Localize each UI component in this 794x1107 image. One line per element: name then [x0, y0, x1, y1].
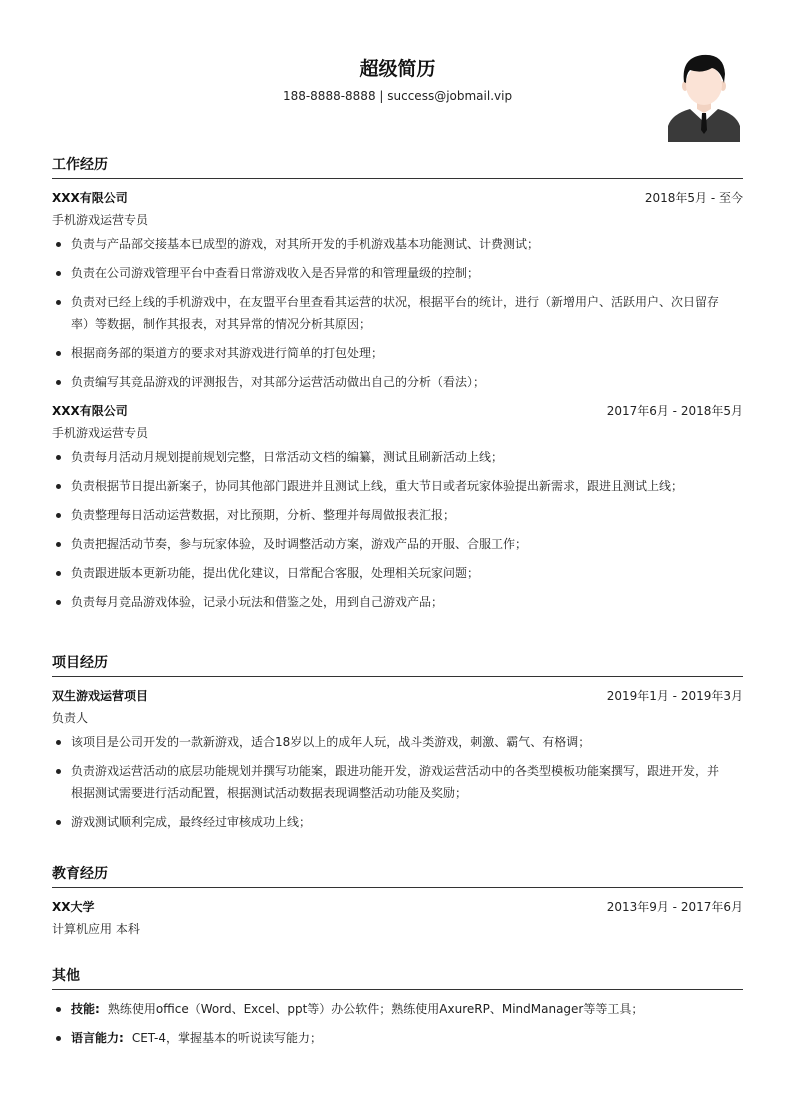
section-divider: [52, 989, 743, 990]
work-entry: [52, 187, 743, 393]
work-date: 2018年5月 - 至今: [644, 191, 743, 205]
project-name: 双生游戏运营项目: [52, 689, 149, 703]
resume-page: [52, 0, 743, 1107]
section-divider: [52, 178, 743, 179]
skill-label: 技能:: [71, 1002, 100, 1016]
list-item: 负责对已经上线的手机游戏中，在友盟平台里查看其运营的状况，根据平台的统计，进行（新增用户、活跃用户、次日留存率）等数据，制作其报表，对其异常的情况分析其原因；: [52, 291, 743, 335]
contact-line: 188-8888-8888 | success@jobmail.vip: [282, 89, 513, 103]
school-name: XX大学: [52, 900, 95, 914]
other-section: [52, 965, 743, 1056]
list-item: 负责编写其竞品游戏的评测报告，对其部分运营活动做出自己的分析（看法）；: [52, 371, 743, 393]
list-item: [52, 998, 743, 1020]
list-item: [52, 1027, 743, 1049]
work-bullets: [52, 446, 743, 613]
work-entry: [52, 400, 743, 613]
list-item: 根据商务部的渠道方的要求对其游戏进行简单的打包处理；: [52, 342, 743, 364]
resume-name: 超级简历: [359, 58, 436, 80]
education-section: [52, 863, 743, 942]
work-section: [52, 154, 743, 620]
list-item: 该项目是公司开发的一款新游戏，适合18岁以上的成年人玩，战斗类游戏，刺激、霸气、有格调；: [52, 731, 743, 753]
project-role: 负责人: [52, 711, 89, 725]
avatar: [668, 52, 740, 142]
work-role: 手机游戏运营专员: [52, 426, 149, 440]
list-item: 游戏测试顺利完成，最终经过审核成功上线；: [52, 811, 743, 833]
language-text: CET-4，掌握基本的听说读写能力；: [131, 1031, 322, 1045]
education-major: 计算机应用 本科: [52, 922, 140, 936]
list-item: 负责每月竞品游戏体验，记录小玩法和借鉴之处，用到自己游戏产品；: [52, 591, 743, 613]
section-title-other: 其他: [52, 968, 80, 984]
section-title-education: 教育经历: [52, 866, 108, 882]
section-divider: [52, 887, 743, 888]
language-label: 语言能力:: [71, 1031, 124, 1045]
work-org: XXX有限公司: [52, 404, 128, 418]
list-item: 负责整理每日活动运营数据，对比预期，分析、整理并每周做报表汇报；: [52, 504, 743, 526]
project-date: 2019年1月 - 2019年3月: [606, 689, 743, 703]
list-item: 负责把握活动节奏，参与玩家体验，及时调整活动方案，游戏产品的开服、合服工作；: [52, 533, 743, 555]
education-date: 2013年9月 - 2017年6月: [606, 900, 743, 914]
section-title-project: 项目经历: [52, 655, 108, 671]
list-item: 负责与产品部交接基本已成型的游戏，对其所开发的手机游戏基本功能测试、计费测试；: [52, 233, 743, 255]
project-section: [52, 652, 743, 840]
work-bullets: [52, 233, 743, 393]
work-role: 手机游戏运营专员: [52, 213, 149, 227]
list-item: 负责游戏运营活动的底层功能规划并撰写功能案，跟进功能开发，游戏运营活动中的各类型模板功能案撰写，跟进开发，并根据测试需要进行活动配置，根据测试活动数据表现调整活动功能及奖励；: [52, 760, 743, 804]
list-item: 负责根据节日提出新案子，协同其他部门跟进并且测试上线，重大节日或者玩家体验提出新需求，跟进且测试上线；: [52, 475, 743, 497]
list-item: 负责跟进版本更新功能，提出优化建议，日常配合客服，处理相关玩家问题；: [52, 562, 743, 584]
section-title-work: 工作经历: [52, 157, 108, 173]
section-divider: [52, 676, 743, 677]
list-item: 负责在公司游戏管理平台中查看日常游戏收入是否异常的和管理量级的控制；: [52, 262, 743, 284]
list-item: 负责每月活动月规划提前规划完整，日常活动文档的编纂，测试且刷新活动上线；: [52, 446, 743, 468]
project-bullets: [52, 731, 743, 833]
skill-text: 熟练使用office（Word、Excel、ppt等）办公软件；熟练使用AxureRP、MindManager等等工具；: [107, 1002, 644, 1016]
resume-header: [52, 0, 743, 150]
work-date: 2017年6月 - 2018年5月: [606, 404, 743, 418]
other-bullets: [52, 998, 743, 1049]
work-org: XXX有限公司: [52, 191, 128, 205]
